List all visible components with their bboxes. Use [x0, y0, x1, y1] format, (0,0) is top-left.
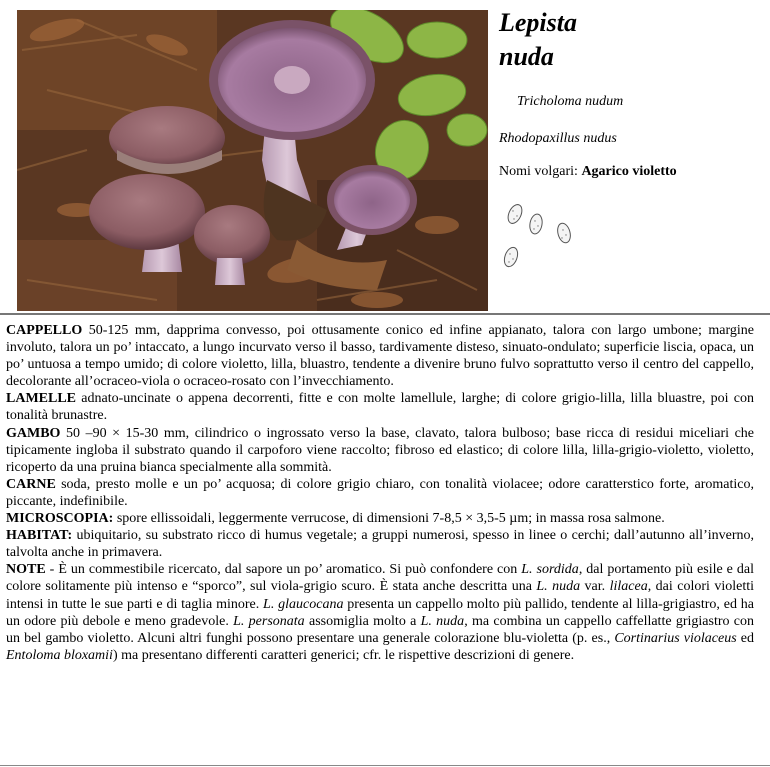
note-species-ref: L. nuda — [536, 579, 581, 595]
section-gambo — [6, 425, 754, 476]
text-lamelle: adnato-uncinate o appena decorrenti, fitte e con molte lamellule, larghe; di colore grigio-lilla, lilla bluastre, poi con tonalità brunastre. — [6, 391, 754, 424]
synonym-2: Rhodopaxillus nudus — [499, 131, 617, 146]
heading-cappello: CAPPELLO — [6, 323, 83, 338]
note-text: ) ma presentano differenti caratteri generici; cfr. le rispettive descrizioni di genere. — [112, 647, 575, 663]
note-species-ref: Cortinarius violaceus — [614, 630, 737, 646]
text-carne: soda, presto molle e un po’ acquosa; di colore grigio chiaro, con tonalità violacee; odore caratterstico forte, aromatico, piccante, indefinibile. — [6, 476, 754, 509]
section-microscopia — [6, 510, 754, 527]
divider-bottom — [0, 765, 770, 766]
section-lamelle — [6, 390, 754, 424]
text-habitat: ubiquitario, su substrato ricco di humus vegetale; a gruppi numerosi, spesso in linee o cerchi; dall’autunno all’inverno, talvolta anche in primavera. — [6, 528, 754, 561]
note-text: , ma combina un cappello caffellatte grigiastro con un bel gambo violetto. Alcuni altri funghi possono presentare una generale colorazione blu-violetta (p. es., — [6, 613, 754, 646]
note-text: , dai colori violetti intensi in tutte le sue parti e di taglia minore. — [6, 579, 755, 612]
text-gambo: 50 –90 × 15-30 mm, cilindrico o ingrossato verso la base, clavato, talora bulboso; base ricca di residui miceliari che tipicamente ingloba il substrato quando il carpoforo viene raccolto; fibroso ed elastico; di colore lilla, lilla-grigio-violetto, violetto, ricoperto da una pruina bianca specialmente alla sommità. — [6, 425, 754, 475]
note-species-ref: L. sordida — [521, 562, 579, 578]
mushroom-photo — [17, 10, 488, 311]
heading-carne: CARNE — [6, 476, 56, 492]
section-carne — [6, 476, 754, 510]
section-cappello — [6, 322, 754, 390]
spore-drawing — [500, 200, 580, 275]
species-name-genus: Lepista — [499, 8, 577, 37]
note-text: presenta un cappello molto più pallido, tendente al lilla-grigiastro, ed ha un odore più debole e meno gradevole. — [6, 596, 754, 629]
note-species-ref: L. personata — [233, 613, 305, 629]
description-body — [6, 322, 754, 664]
common-names-value: Agarico violetto — [581, 164, 677, 179]
heading-note: NOTE — [6, 562, 46, 578]
note-species-ref: L. nuda — [420, 613, 465, 629]
synonym-1: Tricholoma nudum — [517, 94, 624, 109]
heading-microscopia: MICROSCOPIA: — [6, 511, 114, 527]
common-names — [499, 164, 677, 180]
note-species-ref: lilacea — [609, 579, 648, 595]
species-name-epithet: nuda — [499, 42, 554, 71]
note-text: ed — [736, 630, 754, 646]
section-note — [6, 561, 754, 664]
text-cappello: 50-125 mm, dapprima convesso, poi ottusamente conico ed infine appianato, talora con largo umbone; margine involuto, talora un po’ intaccato, a lungo incurvato verso il basso, tardivamente disteso, sinuato-ondulato; superficie liscia, opaca, un po’ untuosa a tempo umido; di colore violetto, lilla, bluastro, tendente a divenire bruno fulvo soprattutto verso il centro del cappello, decolorante all’ocraceo-viola o ocraceo-rosato con l’invecchiamento. — [6, 323, 754, 390]
note-species-ref: L. glaucocana — [263, 596, 344, 612]
heading-gambo: GAMBO — [6, 425, 61, 441]
section-habitat — [6, 527, 754, 561]
note-text: , dal portamento più esile e dal colore solitamente più intenso e “sporco”, sul viola-grigio scuro. È stata anche descritta una — [6, 562, 754, 595]
note-species-ref: Entoloma bloxamii — [6, 647, 113, 663]
common-names-label: Nomi volgari: — [499, 164, 582, 179]
note-text: assomiglia molto a — [304, 613, 421, 629]
note-text: - È un commestibile ricercato, dal sapore un po’ aromatico. Si può confondere con — [45, 562, 522, 578]
note-text: var. — [580, 579, 610, 595]
divider-top — [0, 313, 770, 315]
heading-habitat: HABITAT: — [6, 528, 73, 544]
heading-lamelle: LAMELLE — [6, 391, 77, 407]
text-microscopia: spore ellissoidali, leggermente verrucose, di dimensioni 7-8,5 × 3,5-5 µm; in massa rosa salmone. — [113, 511, 665, 527]
